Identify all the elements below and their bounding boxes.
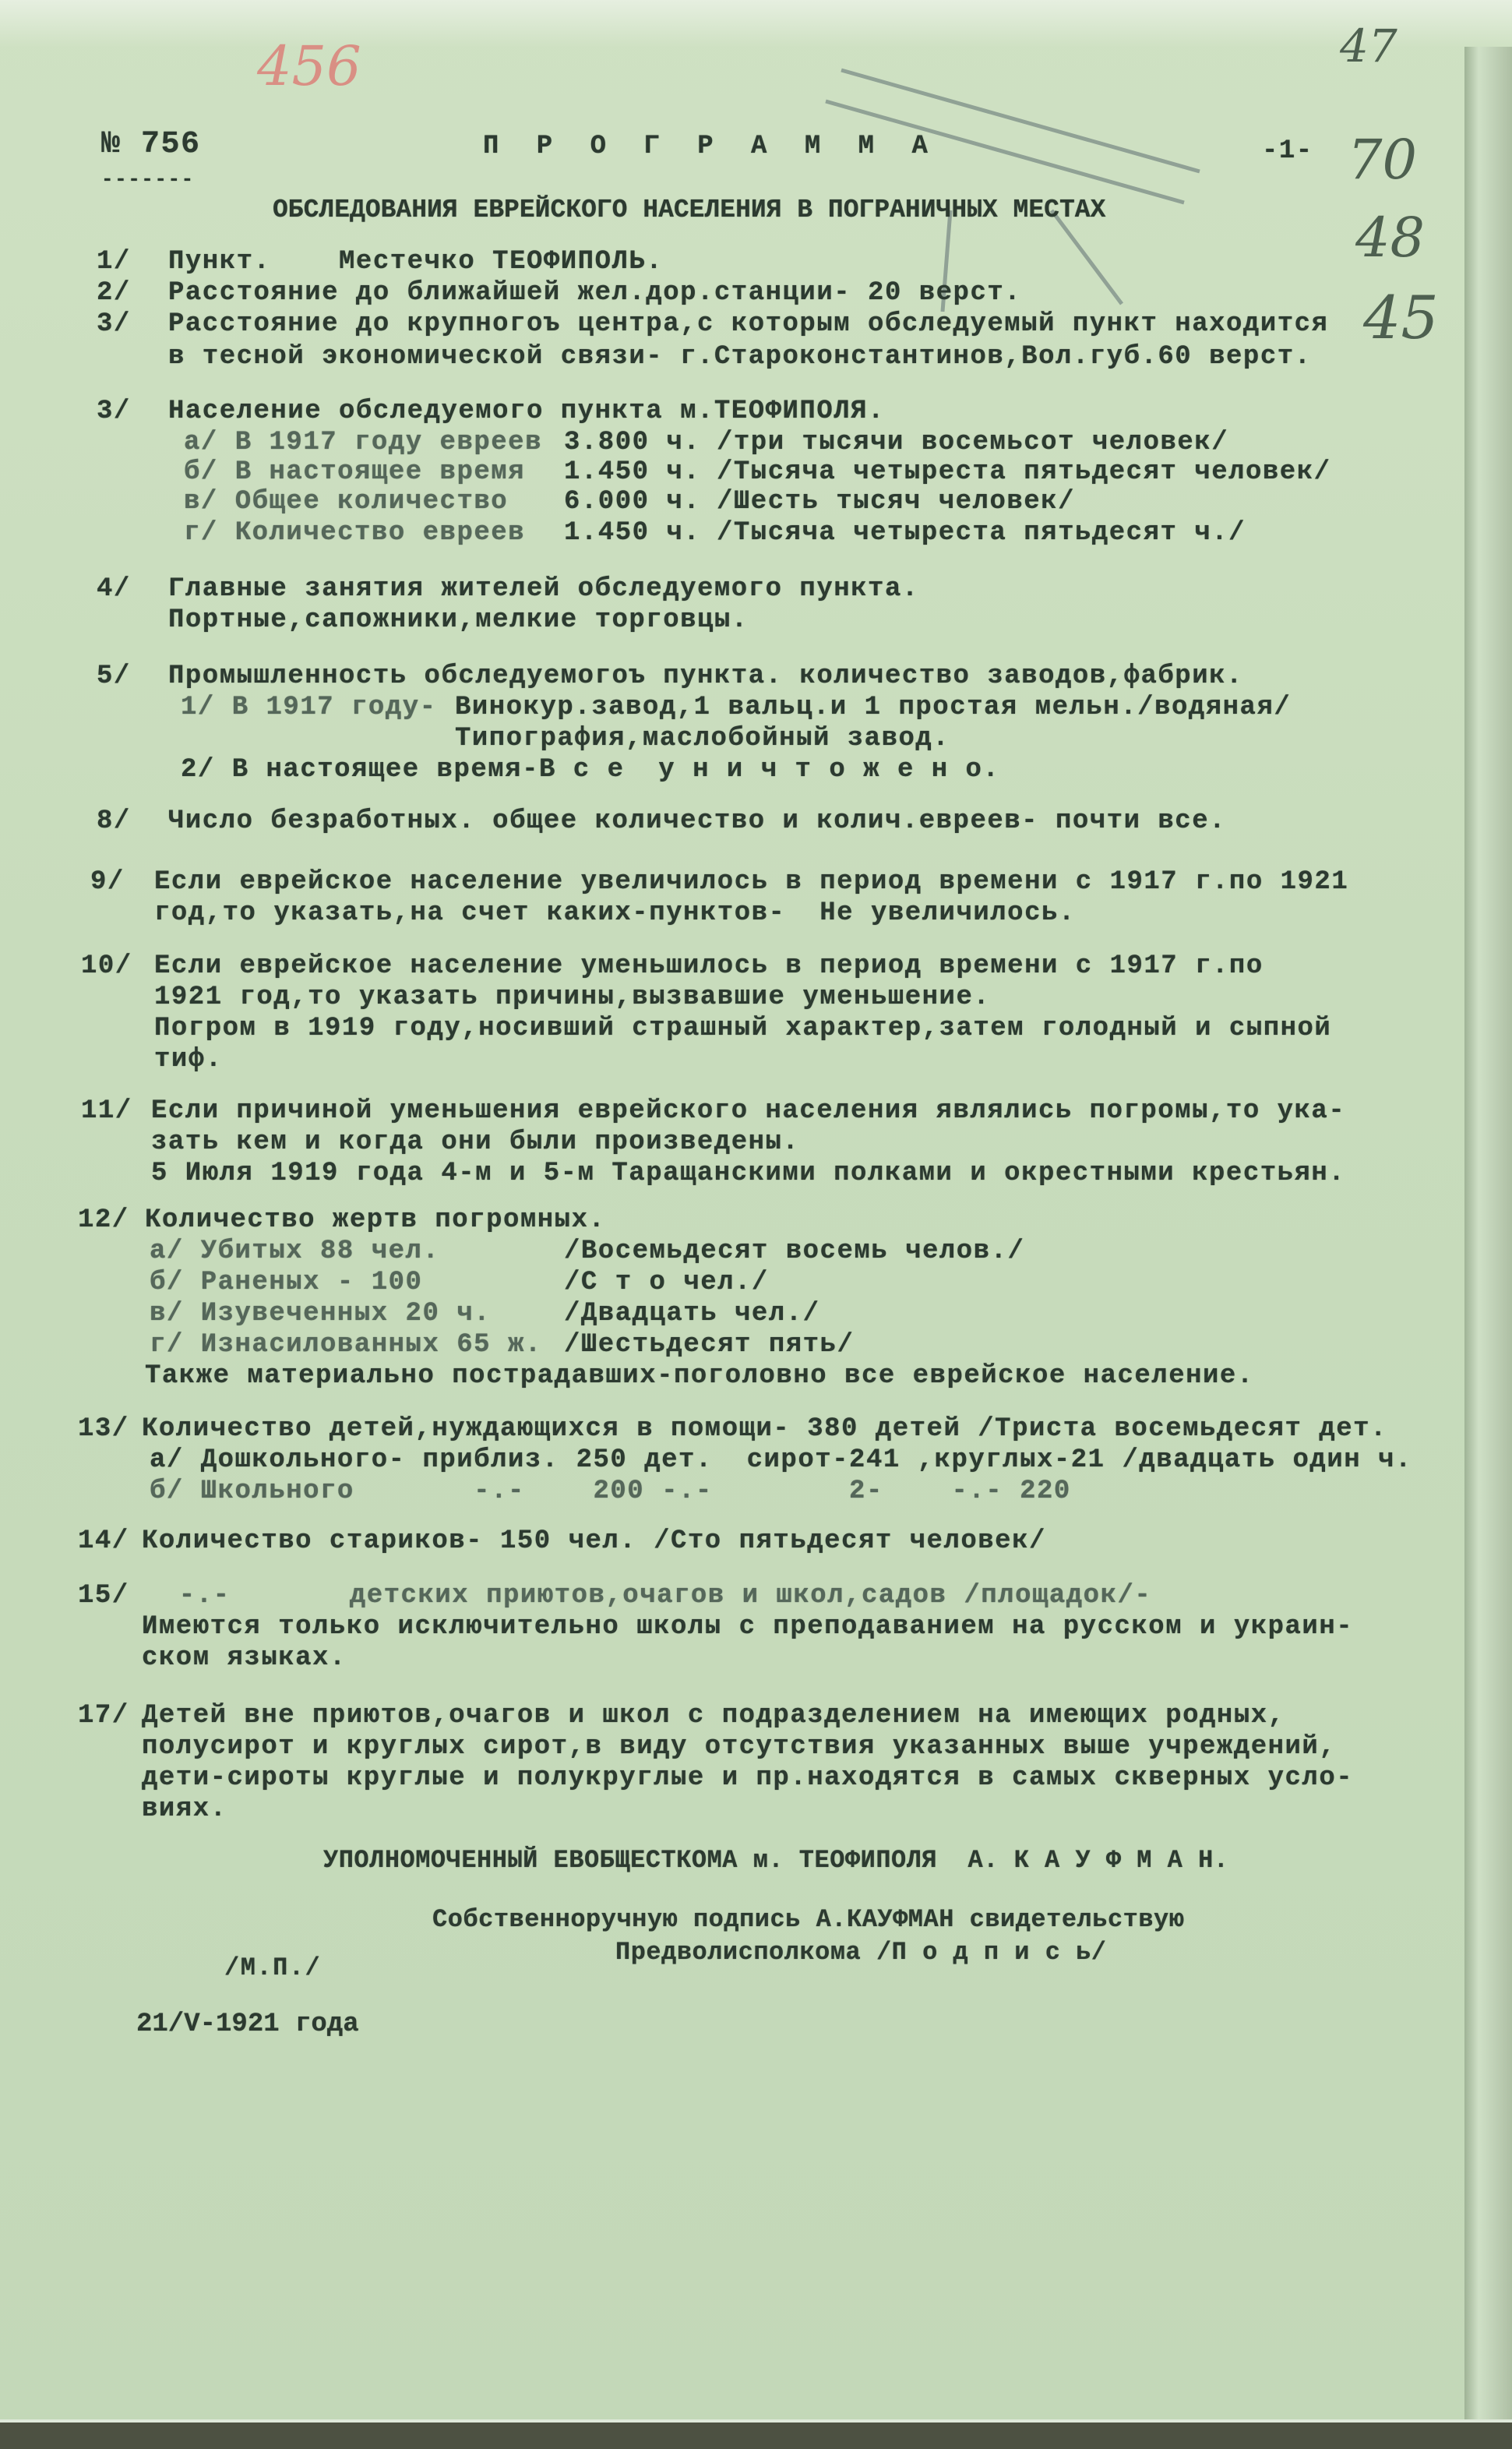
document-number-underline: -------	[101, 168, 195, 191]
item-text: Имеются только исключительно школы с преподаванием на русском и украин-	[142, 1612, 1354, 1642]
handwritten-margin-number: 47	[1340, 19, 1397, 72]
item-text: зать кем и когда они были произведены.	[151, 1127, 800, 1157]
item-number: 11/	[81, 1096, 132, 1126]
item-number: 17/	[78, 1701, 129, 1731]
item-sublabel: 1/ В 1917 году-	[181, 693, 437, 722]
item-text: полусирот и круглых сирот,в виду отсутствия указанных выше учреждений,	[142, 1732, 1337, 1762]
item-text: год,то указать,на счет каких-пунктов- Не увеличилось.	[154, 898, 1076, 928]
population-label: в/ Общее количество	[184, 487, 509, 517]
item-number: 8/	[97, 806, 131, 836]
item-text: Портные,сапожники,мелкие торговцы.	[168, 605, 749, 635]
item-heading: Количество жертв погромных.	[145, 1205, 606, 1235]
item-text: б/ Школьного -.- 200 -.- 2- -.- 220	[150, 1477, 1071, 1506]
population-words: /три тысячи восемьсот человек/	[717, 428, 1229, 457]
item-number: 9/	[90, 867, 125, 897]
item-text: Погром в 1919 году,носивший страшный характер,затем голодный и сыпной	[154, 1014, 1332, 1043]
item-text: Также материально пострадавших-поголовно все еврейское население.	[145, 1361, 1254, 1391]
signature-chairman: Предволисполкома /П о д п и с ь/	[615, 1938, 1107, 1967]
item-number: 4/	[97, 574, 131, 604]
item-number: 10/	[81, 951, 132, 981]
victims-words: /Двадцать чел./	[564, 1299, 820, 1329]
item-number: 3/	[97, 309, 131, 339]
item-text: Типография,маслобойный завод.	[455, 724, 950, 753]
item-text: Винокур.завод,1 вальц.и 1 простая мельн./водяная/	[455, 693, 1292, 722]
victims-label: а/ Убитых 88 чел.	[150, 1237, 440, 1266]
item-text: Количество детей,нуждающихся в помощи- 380 детей /Триста восемьдесят дет.	[142, 1414, 1387, 1444]
signature-authorized: УПОЛНОМОЧЕННЫЙ ЕВОБЩЕСТКОМА м. ТЕОФИПОЛЯ А. К А У Ф М А Н.	[323, 1846, 1229, 1875]
victims-words: /Шестьдесят пять/	[564, 1330, 855, 1360]
item-number: 2/	[97, 278, 131, 308]
population-words: /Шесть тысяч человек/	[717, 487, 1075, 517]
population-words: /Тысяча четыреста пятьдесят ч./	[717, 518, 1246, 548]
item-heading: Промышленность обследуемогоъ пункта. количество заводов,фабрик.	[168, 662, 1243, 691]
handwritten-red-number: 456	[257, 34, 361, 98]
item-number: 1/	[97, 247, 131, 277]
page-edge-right	[1464, 0, 1512, 2435]
item-text: дети-сироты круглые и полукруглые и пр.находятся в самых скверных усло-	[142, 1763, 1354, 1793]
item-heading: Население обследуемого пункта м.ТЕОФИПОЛЯ.	[168, 397, 885, 426]
population-label: б/ В настоящее время	[184, 457, 526, 487]
victims-label: б/ Раненых - 100	[150, 1268, 423, 1297]
document-subtitle: ОБСЛЕДОВАНИЯ ЕВРЕЙСКОГО НАСЕЛЕНИЯ В ПОГРАНИЧНЫХ МЕСТАХ	[273, 196, 1106, 224]
seal-placeholder: /М.П./	[224, 1953, 322, 1982]
population-value: 3.800 ч.	[564, 428, 701, 457]
page-marker: -1-	[1262, 136, 1313, 166]
item-text: Расстояние до крупногоъ центра,с которым обследуемый пункт находится	[168, 309, 1329, 339]
item-text: ском языках.	[142, 1643, 347, 1673]
item-number: 12/	[78, 1205, 129, 1235]
item-number: 13/	[78, 1414, 129, 1444]
handwritten-margin-number: 48	[1355, 206, 1426, 270]
item-text: -.- детских приютов,очагов и школ,садов /площадок/-	[145, 1581, 1152, 1611]
item-text: Если еврейское население уменьшилось в период времени с 1917 г.по	[154, 951, 1264, 981]
page-bottom-edge	[0, 2419, 1512, 2449]
item-text: тиф.	[154, 1045, 223, 1075]
item-text: Пункт. Местечко ТЕОФИПОЛЬ.	[168, 247, 664, 277]
document-date: 21/V-1921 года	[136, 2010, 359, 2039]
item-number: 3/	[97, 397, 131, 426]
population-value: 1.450 ч.	[564, 518, 701, 548]
population-label: г/ Количество евреев	[184, 518, 526, 548]
item-text: Главные занятия жителей обследуемого пункта.	[168, 574, 919, 604]
victims-words: /С т о чел./	[564, 1268, 769, 1297]
item-text: 1921 год,то указать причины,вызвавшие уменьшение.	[154, 983, 991, 1012]
item-text: в тесной экономической связи- г.Староконстантинов,Вол.губ.60 верст.	[168, 342, 1312, 372]
item-number: 15/	[78, 1581, 129, 1611]
item-text: Детей вне приютов,очагов и школ с подразделением на имеющих родных,	[142, 1701, 1285, 1731]
signature-certification: Собственноручную подпись А.КАУФМАН свидетельствую	[432, 1905, 1185, 1934]
population-label: а/ В 1917 году евреев	[184, 428, 542, 457]
top-sheet-edge	[0, 0, 1512, 47]
victims-words: /Восемьдесят восемь челов./	[564, 1237, 1025, 1266]
item-number: 14/	[78, 1526, 129, 1556]
document-title: П Р О Г Р А М М А	[483, 132, 939, 161]
item-text: 5 Июля 1919 года 4-м и 5-м Таращанскими полками и окрестными крестьян.	[151, 1159, 1346, 1188]
item-text: Если еврейское население увеличилось в период времени с 1917 г.по 1921	[154, 867, 1349, 897]
document-number: № 756	[101, 127, 201, 162]
item-text: Если причиной уменьшения еврейского населения являлись погромы,то ука-	[151, 1096, 1346, 1126]
item-number: 5/	[97, 662, 131, 691]
population-words: /Тысяча четыреста пятьдесят человек/	[717, 457, 1331, 487]
victims-label: г/ Изнасилованных 65 ж.	[150, 1330, 542, 1360]
stamp-mark	[795, 55, 1231, 312]
handwritten-margin-number: 70	[1348, 128, 1418, 192]
item-text: Количество стариков- 150 чел. /Сто пятьдесят человек/	[142, 1526, 1046, 1556]
item-text: а/ Дошкольного- приблиз. 250 дет. сирот-241 ,круглых-21 /двадцать один ч.	[150, 1445, 1412, 1475]
item-text: Число безработных. общее количество и колич.евреев- почти все.	[168, 806, 1227, 836]
item-text: Расстояние до ближайшей жел.дор.станции- 20 верст.	[168, 278, 1022, 308]
population-value: 1.450 ч.	[564, 457, 701, 487]
population-value: 6.000 ч.	[564, 487, 701, 517]
victims-label: в/ Изувеченных 20 ч.	[150, 1299, 492, 1329]
item-text: виях.	[142, 1794, 227, 1824]
item-text: 2/ В настоящее время-В с е у н и ч т о ж е н о.	[181, 755, 1000, 785]
handwritten-margin-number: 45	[1363, 283, 1439, 352]
